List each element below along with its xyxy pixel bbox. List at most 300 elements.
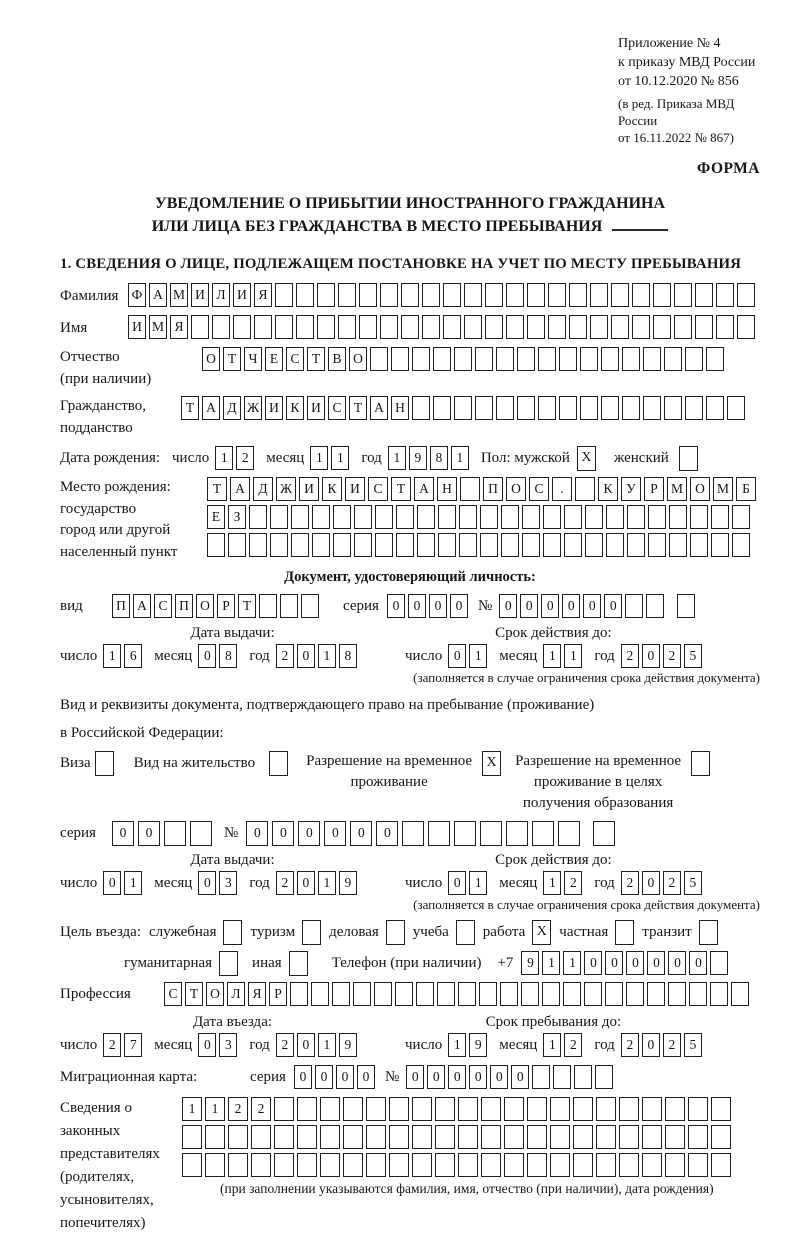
char-cell[interactable] (443, 283, 461, 307)
char-cell[interactable] (517, 396, 535, 420)
char-cell[interactable]: Е (265, 347, 283, 371)
char-cell[interactable] (458, 1153, 478, 1177)
char-cell[interactable]: 1 (543, 871, 561, 895)
char-cell[interactable]: 0 (562, 594, 580, 618)
char-cell[interactable] (558, 821, 580, 846)
char-cell[interactable] (737, 315, 755, 339)
char-cell[interactable]: 0 (448, 871, 466, 895)
char-cell[interactable] (417, 533, 435, 557)
char-cell[interactable] (642, 1097, 662, 1121)
char-cell[interactable] (619, 1097, 639, 1121)
char-cell[interactable] (711, 1125, 731, 1149)
char-cell[interactable] (674, 283, 692, 307)
char-cell[interactable] (359, 283, 377, 307)
char-cell[interactable]: С (164, 982, 182, 1006)
char-cell[interactable] (595, 1065, 613, 1089)
char-cell[interactable]: М (667, 477, 687, 501)
char-cell[interactable] (396, 505, 414, 529)
char-cell[interactable] (389, 1153, 409, 1177)
char-cell[interactable]: Т (391, 477, 411, 501)
char-cell[interactable] (606, 533, 624, 557)
char-cell[interactable] (475, 347, 493, 371)
char-cell[interactable] (485, 315, 503, 339)
char-cell[interactable]: 8 (339, 644, 357, 668)
char-cell[interactable] (563, 982, 581, 1006)
char-cell[interactable]: 0 (448, 1065, 466, 1089)
char-cell[interactable] (665, 1097, 685, 1121)
char-cell[interactable] (374, 982, 392, 1006)
char-cell[interactable] (517, 347, 535, 371)
char-cell[interactable]: Т (223, 347, 241, 371)
char-cell[interactable]: 0 (103, 871, 121, 895)
char-cell[interactable] (550, 1125, 570, 1149)
char-cell[interactable] (538, 347, 556, 371)
char-cell[interactable] (727, 396, 745, 420)
char-cell[interactable] (205, 1125, 225, 1149)
char-cell[interactable]: 8 (430, 446, 448, 470)
char-cell[interactable]: 0 (246, 821, 268, 846)
char-cell[interactable] (297, 1125, 317, 1149)
sex-male-checkbox[interactable]: X (577, 446, 596, 471)
char-cell[interactable]: 0 (297, 1033, 315, 1057)
char-cell[interactable]: 0 (520, 594, 538, 618)
char-cell[interactable] (401, 315, 419, 339)
char-cell[interactable] (412, 396, 430, 420)
char-cell[interactable] (647, 982, 665, 1006)
char-cell[interactable]: 0 (387, 594, 405, 618)
char-cell[interactable]: 0 (450, 594, 468, 618)
char-cell[interactable]: 0 (272, 821, 294, 846)
char-cell[interactable] (690, 533, 708, 557)
char-cell[interactable]: И (307, 396, 325, 420)
char-cell[interactable]: 0 (297, 871, 315, 895)
char-cell[interactable] (343, 1153, 363, 1177)
char-cell[interactable]: 8 (219, 644, 237, 668)
char-cell[interactable] (366, 1153, 386, 1177)
char-cell[interactable]: 1 (388, 446, 406, 470)
char-cell[interactable]: Ч (244, 347, 262, 371)
char-cell[interactable] (228, 533, 246, 557)
char-cell[interactable] (553, 1065, 571, 1089)
char-cell[interactable]: И (233, 283, 251, 307)
char-cell[interactable] (359, 315, 377, 339)
char-cell[interactable]: 5 (684, 644, 702, 668)
char-cell[interactable]: К (286, 396, 304, 420)
char-cell[interactable] (366, 1097, 386, 1121)
char-cell[interactable]: 0 (490, 1065, 508, 1089)
char-cell[interactable] (706, 396, 724, 420)
purpose-ucheba-checkbox[interactable] (456, 920, 475, 945)
char-cell[interactable] (653, 315, 671, 339)
purpose-delovaya-checkbox[interactable] (386, 920, 405, 945)
char-cell[interactable]: 2 (103, 1033, 121, 1057)
char-cell[interactable]: И (128, 315, 146, 339)
char-cell[interactable] (574, 1065, 592, 1089)
char-cell[interactable] (548, 283, 566, 307)
char-cell[interactable] (274, 1153, 294, 1177)
char-cell[interactable]: 1 (469, 644, 487, 668)
char-cell[interactable]: 0 (198, 644, 216, 668)
char-cell[interactable]: А (149, 283, 167, 307)
char-cell[interactable] (458, 982, 476, 1006)
char-cell[interactable] (664, 347, 682, 371)
char-cell[interactable] (354, 505, 372, 529)
char-cell[interactable] (297, 1097, 317, 1121)
char-cell[interactable] (550, 1153, 570, 1177)
char-cell[interactable]: 0 (448, 644, 466, 668)
char-cell[interactable]: . (552, 477, 572, 501)
char-cell[interactable]: 1 (543, 644, 561, 668)
char-cell[interactable] (527, 283, 545, 307)
char-cell[interactable] (417, 505, 435, 529)
char-cell[interactable] (732, 533, 750, 557)
char-cell[interactable] (464, 315, 482, 339)
char-cell[interactable]: 2 (663, 1033, 681, 1057)
char-cell[interactable] (259, 594, 277, 618)
char-cell[interactable]: 1 (448, 1033, 466, 1057)
char-cell[interactable]: 0 (376, 821, 398, 846)
char-cell[interactable] (395, 982, 413, 1006)
char-cell[interactable]: 0 (297, 644, 315, 668)
char-cell[interactable] (249, 505, 267, 529)
char-cell[interactable] (480, 505, 498, 529)
char-cell[interactable] (343, 1125, 363, 1149)
char-cell[interactable] (643, 396, 661, 420)
char-cell[interactable] (538, 396, 556, 420)
char-cell[interactable] (275, 315, 293, 339)
char-cell[interactable] (280, 594, 298, 618)
char-cell[interactable] (569, 283, 587, 307)
char-cell[interactable]: О (196, 594, 214, 618)
char-cell[interactable]: 0 (350, 821, 372, 846)
char-cell[interactable]: 9 (409, 446, 427, 470)
char-cell[interactable] (205, 1153, 225, 1177)
char-cell[interactable] (296, 283, 314, 307)
char-cell[interactable] (190, 821, 212, 846)
char-cell[interactable]: 2 (276, 1033, 294, 1057)
char-cell[interactable]: Р (217, 594, 235, 618)
char-cell[interactable]: Р (644, 477, 664, 501)
char-cell[interactable]: 0 (626, 951, 644, 975)
char-cell[interactable]: 0 (605, 951, 623, 975)
char-cell[interactable]: 2 (276, 871, 294, 895)
char-cell[interactable]: П (483, 477, 503, 501)
char-cell[interactable] (207, 533, 225, 557)
char-cell[interactable]: 0 (604, 594, 622, 618)
char-cell[interactable] (233, 315, 251, 339)
char-cell[interactable] (251, 1153, 271, 1177)
char-cell[interactable]: 0 (324, 821, 346, 846)
char-cell[interactable]: 0 (511, 1065, 529, 1089)
purpose-gumanitarnaya-checkbox[interactable] (219, 951, 238, 976)
char-cell[interactable] (454, 347, 472, 371)
char-cell[interactable] (653, 283, 671, 307)
char-cell[interactable]: 0 (427, 1065, 445, 1089)
char-cell[interactable]: 1 (182, 1097, 202, 1121)
char-cell[interactable]: У (621, 477, 641, 501)
purpose-sluzhebnaya-checkbox[interactable] (223, 920, 242, 945)
char-cell[interactable] (412, 1153, 432, 1177)
char-cell[interactable]: Т (185, 982, 203, 1006)
char-cell[interactable]: 0 (298, 821, 320, 846)
char-cell[interactable] (338, 283, 356, 307)
char-cell[interactable] (585, 505, 603, 529)
char-cell[interactable]: 3 (219, 1033, 237, 1057)
char-cell[interactable] (710, 982, 728, 1006)
char-cell[interactable] (438, 505, 456, 529)
char-cell[interactable]: 2 (621, 871, 639, 895)
char-cell[interactable] (619, 1125, 639, 1149)
char-cell[interactable]: О (206, 982, 224, 1006)
char-cell[interactable] (669, 533, 687, 557)
char-cell[interactable] (527, 315, 545, 339)
char-cell[interactable] (559, 347, 577, 371)
char-cell[interactable] (454, 396, 472, 420)
char-cell[interactable] (182, 1153, 202, 1177)
char-cell[interactable] (527, 1153, 547, 1177)
char-cell[interactable] (496, 396, 514, 420)
char-cell[interactable] (191, 315, 209, 339)
char-cell[interactable]: 1 (310, 446, 328, 470)
temp-permit-edu-checkbox[interactable] (691, 751, 710, 776)
char-cell[interactable] (664, 396, 682, 420)
char-cell[interactable] (164, 821, 186, 846)
char-cell[interactable] (619, 1153, 639, 1177)
char-cell[interactable] (677, 594, 695, 618)
char-cell[interactable] (501, 533, 519, 557)
char-cell[interactable] (500, 982, 518, 1006)
char-cell[interactable] (428, 821, 450, 846)
char-cell[interactable] (625, 594, 643, 618)
char-cell[interactable]: 0 (469, 1065, 487, 1089)
char-cell[interactable] (648, 533, 666, 557)
char-cell[interactable] (669, 505, 687, 529)
char-cell[interactable]: 0 (499, 594, 517, 618)
char-cell[interactable] (212, 315, 230, 339)
char-cell[interactable] (569, 315, 587, 339)
char-cell[interactable] (380, 283, 398, 307)
char-cell[interactable]: 1 (564, 644, 582, 668)
char-cell[interactable] (584, 982, 602, 1006)
char-cell[interactable] (710, 951, 728, 975)
char-cell[interactable] (182, 1125, 202, 1149)
char-cell[interactable] (665, 1153, 685, 1177)
char-cell[interactable] (522, 533, 540, 557)
char-cell[interactable] (548, 315, 566, 339)
char-cell[interactable] (642, 1125, 662, 1149)
char-cell[interactable]: 0 (584, 951, 602, 975)
char-cell[interactable]: 0 (198, 871, 216, 895)
char-cell[interactable] (550, 1097, 570, 1121)
char-cell[interactable] (590, 315, 608, 339)
char-cell[interactable]: 5 (684, 871, 702, 895)
char-cell[interactable] (389, 1097, 409, 1121)
char-cell[interactable]: С (368, 477, 388, 501)
char-cell[interactable] (435, 1153, 455, 1177)
char-cell[interactable] (320, 1153, 340, 1177)
char-cell[interactable] (506, 315, 524, 339)
char-cell[interactable] (506, 821, 528, 846)
char-cell[interactable]: Т (238, 594, 256, 618)
char-cell[interactable]: 0 (668, 951, 686, 975)
char-cell[interactable]: И (345, 477, 365, 501)
char-cell[interactable]: 1 (318, 871, 336, 895)
char-cell[interactable] (605, 982, 623, 1006)
char-cell[interactable] (527, 1097, 547, 1121)
char-cell[interactable] (564, 533, 582, 557)
char-cell[interactable] (311, 982, 329, 1006)
char-cell[interactable] (412, 1125, 432, 1149)
char-cell[interactable] (601, 347, 619, 371)
char-cell[interactable] (475, 396, 493, 420)
char-cell[interactable]: 2 (621, 644, 639, 668)
char-cell[interactable] (254, 315, 272, 339)
char-cell[interactable] (627, 505, 645, 529)
char-cell[interactable] (674, 315, 692, 339)
char-cell[interactable]: 2 (663, 871, 681, 895)
char-cell[interactable]: 1 (469, 871, 487, 895)
char-cell[interactable]: 2 (564, 1033, 582, 1057)
char-cell[interactable]: 0 (429, 594, 447, 618)
sex-female-checkbox[interactable] (679, 446, 698, 471)
char-cell[interactable]: 0 (583, 594, 601, 618)
char-cell[interactable]: 0 (357, 1065, 375, 1089)
char-cell[interactable]: 0 (642, 644, 660, 668)
char-cell[interactable]: 9 (469, 1033, 487, 1057)
char-cell[interactable] (333, 505, 351, 529)
char-cell[interactable] (464, 283, 482, 307)
char-cell[interactable] (343, 1097, 363, 1121)
char-cell[interactable]: Я (254, 283, 272, 307)
purpose-turizm-checkbox[interactable] (302, 920, 321, 945)
char-cell[interactable] (564, 505, 582, 529)
char-cell[interactable] (422, 283, 440, 307)
char-cell[interactable]: 1 (543, 1033, 561, 1057)
char-cell[interactable]: С (328, 396, 346, 420)
char-cell[interactable]: А (414, 477, 434, 501)
char-cell[interactable] (454, 821, 476, 846)
char-cell[interactable] (689, 982, 707, 1006)
char-cell[interactable] (716, 283, 734, 307)
char-cell[interactable] (596, 1097, 616, 1121)
char-cell[interactable] (312, 533, 330, 557)
char-cell[interactable] (522, 505, 540, 529)
char-cell[interactable]: Я (248, 982, 266, 1006)
char-cell[interactable] (668, 982, 686, 1006)
char-cell[interactable] (580, 396, 598, 420)
char-cell[interactable]: С (529, 477, 549, 501)
char-cell[interactable]: 0 (406, 1065, 424, 1089)
char-cell[interactable] (559, 396, 577, 420)
char-cell[interactable] (695, 283, 713, 307)
char-cell[interactable]: 2 (564, 871, 582, 895)
char-cell[interactable] (606, 505, 624, 529)
char-cell[interactable]: 0 (294, 1065, 312, 1089)
char-cell[interactable] (443, 315, 461, 339)
char-cell[interactable] (596, 1125, 616, 1149)
char-cell[interactable]: Я (170, 315, 188, 339)
char-cell[interactable] (291, 505, 309, 529)
char-cell[interactable]: 0 (642, 1033, 660, 1057)
char-cell[interactable]: З (228, 505, 246, 529)
char-cell[interactable]: 5 (684, 1033, 702, 1057)
char-cell[interactable] (506, 283, 524, 307)
char-cell[interactable] (580, 347, 598, 371)
char-cell[interactable] (249, 533, 267, 557)
char-cell[interactable]: А (370, 396, 388, 420)
char-cell[interactable]: О (202, 347, 220, 371)
char-cell[interactable]: 2 (228, 1097, 248, 1121)
char-cell[interactable]: А (133, 594, 151, 618)
char-cell[interactable]: 0 (112, 821, 134, 846)
char-cell[interactable]: 1 (318, 1033, 336, 1057)
residence-permit-checkbox[interactable] (269, 751, 288, 776)
char-cell[interactable]: Е (207, 505, 225, 529)
char-cell[interactable]: 7 (124, 1033, 142, 1057)
char-cell[interactable] (375, 533, 393, 557)
char-cell[interactable] (585, 533, 603, 557)
char-cell[interactable]: Л (212, 283, 230, 307)
char-cell[interactable] (370, 347, 388, 371)
char-cell[interactable] (275, 283, 293, 307)
char-cell[interactable] (375, 505, 393, 529)
char-cell[interactable]: М (170, 283, 188, 307)
char-cell[interactable]: Н (391, 396, 409, 420)
char-cell[interactable] (460, 477, 480, 501)
char-cell[interactable]: 0 (198, 1033, 216, 1057)
char-cell[interactable]: 0 (336, 1065, 354, 1089)
char-cell[interactable] (593, 821, 615, 846)
char-cell[interactable] (532, 1065, 550, 1089)
char-cell[interactable]: И (265, 396, 283, 420)
char-cell[interactable] (228, 1125, 248, 1149)
char-cell[interactable] (485, 283, 503, 307)
purpose-chastnaya-checkbox[interactable] (615, 920, 634, 945)
char-cell[interactable]: 0 (408, 594, 426, 618)
char-cell[interactable] (711, 1153, 731, 1177)
char-cell[interactable]: Ж (276, 477, 296, 501)
char-cell[interactable] (646, 594, 664, 618)
char-cell[interactable]: Д (253, 477, 273, 501)
char-cell[interactable] (575, 477, 595, 501)
char-cell[interactable]: Т (307, 347, 325, 371)
char-cell[interactable] (396, 533, 414, 557)
char-cell[interactable] (504, 1153, 524, 1177)
char-cell[interactable]: Л (227, 982, 245, 1006)
char-cell[interactable]: Р (269, 982, 287, 1006)
char-cell[interactable] (317, 283, 335, 307)
char-cell[interactable] (622, 396, 640, 420)
char-cell[interactable]: Т (207, 477, 227, 501)
char-cell[interactable]: 2 (236, 446, 254, 470)
char-cell[interactable] (627, 533, 645, 557)
char-cell[interactable] (270, 533, 288, 557)
char-cell[interactable] (521, 982, 539, 1006)
char-cell[interactable] (312, 505, 330, 529)
char-cell[interactable]: 6 (124, 644, 142, 668)
char-cell[interactable] (532, 821, 554, 846)
char-cell[interactable] (479, 982, 497, 1006)
char-cell[interactable]: Т (181, 396, 199, 420)
char-cell[interactable] (433, 347, 451, 371)
char-cell[interactable] (459, 533, 477, 557)
char-cell[interactable] (317, 315, 335, 339)
char-cell[interactable]: 0 (642, 871, 660, 895)
char-cell[interactable] (401, 283, 419, 307)
char-cell[interactable]: 2 (251, 1097, 271, 1121)
char-cell[interactable] (716, 315, 734, 339)
char-cell[interactable] (270, 505, 288, 529)
